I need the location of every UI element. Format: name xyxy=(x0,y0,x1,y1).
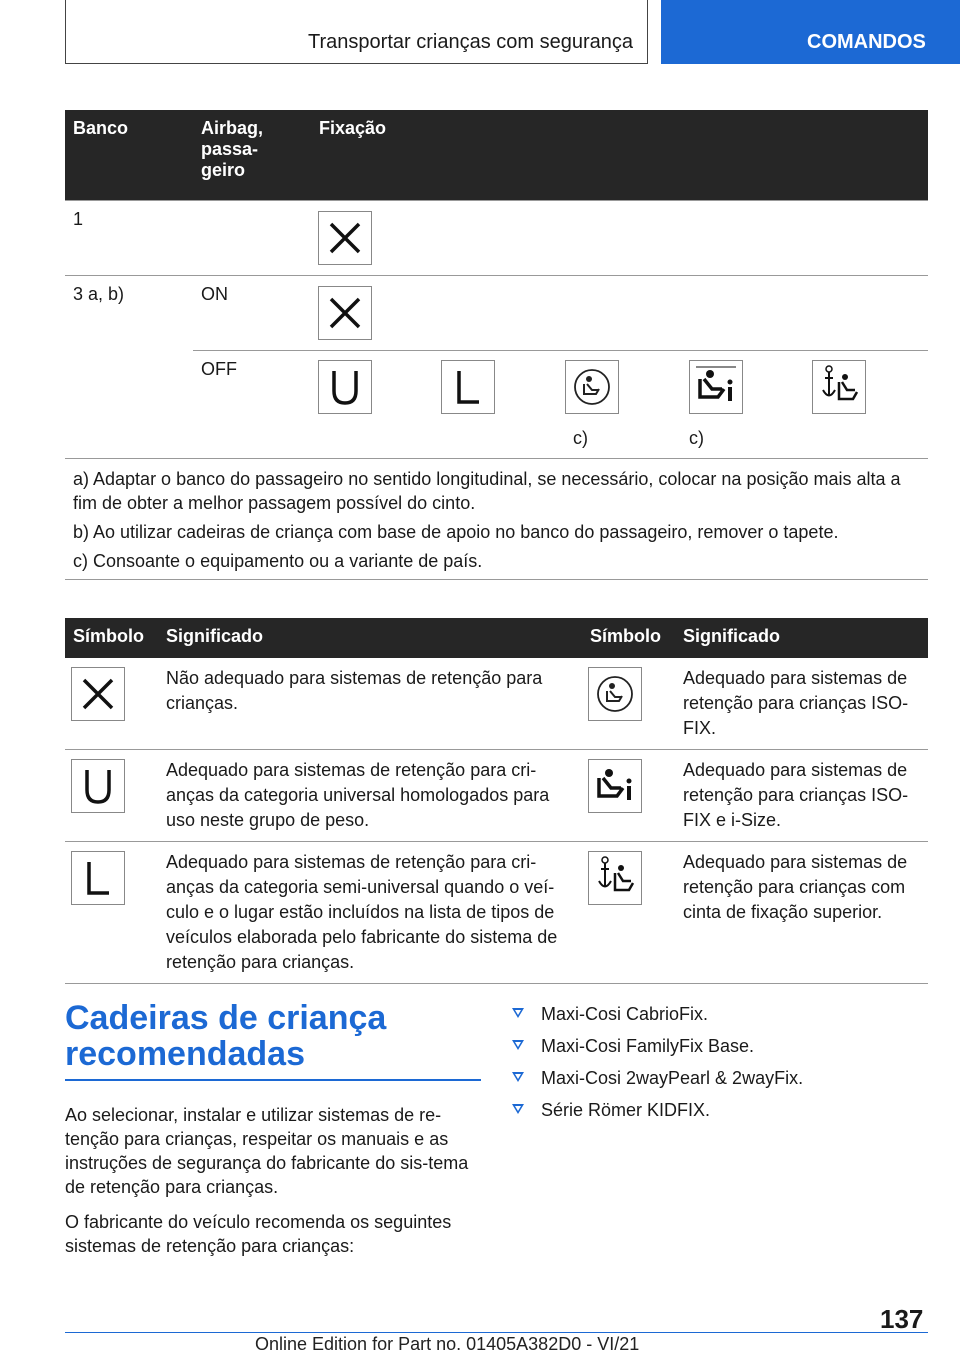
table-row xyxy=(65,201,928,276)
isize-icon xyxy=(588,759,642,813)
bullet-triangle-icon xyxy=(512,1072,524,1082)
fixation-table xyxy=(65,110,928,580)
meaning-cell: Não adequado para sistemas de retenção para crianças. xyxy=(158,658,582,750)
list-item xyxy=(510,1098,803,1130)
banco-cell: 3 a, b) xyxy=(65,276,193,459)
col-header-simbolo-2: Símbolo xyxy=(582,618,675,658)
recommend-paragraph: O fabricante do veículo recomenda os seguintes sistemas de retenção para crianças: xyxy=(65,1212,452,1256)
note-a: a) Adaptar o banco do passageiro no sentido longitudinal, se necessário, colocar na posição mais alta a fim de obter a melhor passagem possível do cinto. xyxy=(73,469,901,513)
header-title: Transportar crianças com segurança xyxy=(308,31,633,53)
footer-text[interactable]: Online Edition for Part no. 01405A382D0 - VI/21 xyxy=(255,1334,640,1354)
banco-cell: 1 xyxy=(65,201,193,276)
symbol-table xyxy=(65,618,928,984)
airbag-cell: ON xyxy=(193,276,311,351)
notes-row xyxy=(65,459,928,580)
header-section-label: COMANDOS xyxy=(807,31,926,53)
col-header-banco: Banco xyxy=(65,110,193,201)
airbag-cell: OFF xyxy=(193,351,311,459)
intro-paragraph: Ao selecionar, instalar e utilizar sistemas de re-tenção para crianças, respeitar os manuais e as instruções de segurança do fabricante do sis-tema de retenção para crianças. xyxy=(65,1105,469,1197)
meaning-cell: Adequado para sistemas de retenção para cri-anças da categoria universal homologados para uso neste grupo de peso. xyxy=(158,750,582,842)
bullet-triangle-icon xyxy=(512,1008,524,1018)
recommended-list xyxy=(510,1002,803,1130)
col-header-simbolo: Símbolo xyxy=(65,618,158,658)
u-icon xyxy=(318,360,372,414)
list-item xyxy=(510,1034,803,1066)
bullet-triangle-icon xyxy=(512,1104,524,1114)
icon-note: c) xyxy=(573,428,588,448)
list-item xyxy=(510,1002,803,1034)
list-item-text: Série Römer KIDFIX. xyxy=(541,1100,711,1120)
list-item-text: Maxi-Cosi 2wayPearl & 2wayFix. xyxy=(541,1068,804,1088)
x-icon xyxy=(318,211,372,265)
list-item-text: Maxi-Cosi FamilyFix Base. xyxy=(541,1036,755,1056)
page-number: 137 xyxy=(880,1304,924,1334)
l-icon xyxy=(71,851,125,905)
list-item xyxy=(510,1066,803,1098)
col-header-fixacao: Fixação xyxy=(311,110,928,201)
note-b: b) Ao utilizar cadeiras de criança com base de apoio no banco do passageiro, remover o tapete. xyxy=(73,522,839,542)
table-row xyxy=(65,276,928,351)
meaning-cell: Adequado para sistemas de retenção para crianças ISO-FIX e i-Size. xyxy=(675,750,928,842)
isofix-icon xyxy=(565,360,619,414)
header-section-tab[interactable] xyxy=(661,0,960,64)
x-icon xyxy=(71,667,125,721)
header-box xyxy=(65,0,648,64)
icon-note: c) xyxy=(689,428,704,448)
note-c: c) Consoante o equipamento ou a variante de país. xyxy=(73,551,483,571)
airbag-cell xyxy=(193,201,311,276)
tether-icon xyxy=(588,851,642,905)
table-row xyxy=(65,750,928,842)
footer-rule xyxy=(65,1332,928,1333)
isize-icon xyxy=(689,360,743,414)
table-row xyxy=(65,658,928,750)
meaning-cell: Adequado para sistemas de retenção para crianças ISO-FIX. xyxy=(675,658,928,750)
col-header-airbag: Airbag, passa-geiro xyxy=(193,110,311,201)
table-row xyxy=(65,351,928,459)
col-header-significado-2: Significado xyxy=(675,618,928,658)
col-header-significado: Significado xyxy=(158,618,582,658)
heading-rule xyxy=(65,1079,481,1081)
bullet-triangle-icon xyxy=(512,1040,524,1050)
section-heading: Cadeiras de criança recomendadas xyxy=(65,999,387,1073)
isofix-icon xyxy=(588,667,642,721)
l-icon xyxy=(441,360,495,414)
list-item-text: Maxi-Cosi CabrioFix. xyxy=(541,1004,709,1024)
x-icon xyxy=(318,286,372,340)
meaning-cell: Adequado para sistemas de retenção para crianças com cinta de fixação superior. xyxy=(675,842,928,984)
table-row xyxy=(65,842,928,984)
tether-icon xyxy=(812,360,866,414)
meaning-cell: Adequado para sistemas de retenção para cri-anças da categoria semi-universal quando o veí-culo e o lugar estão incluídos na lista de tipos de veículos elaborada pelo fabricante do sistema de retenção para crianças. xyxy=(158,842,582,984)
u-icon xyxy=(71,759,125,813)
